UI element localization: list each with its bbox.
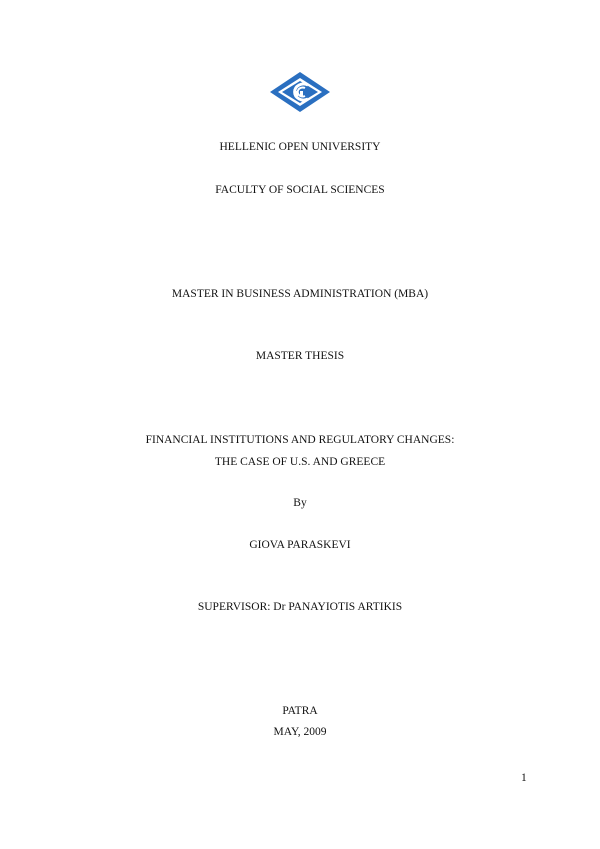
- author-name: GIOVA PARASKEVI: [249, 539, 351, 551]
- faculty-name: FACULTY OF SOCIAL SCIENCES: [215, 184, 385, 196]
- supervisor-line: SUPERVISOR: Dr PANAYIOTIS ARTIKIS: [197, 601, 403, 613]
- page-number: 1: [521, 772, 527, 784]
- university-logo-icon: [268, 70, 332, 114]
- date: MAY, 2009: [273, 726, 327, 738]
- by-label: By: [293, 497, 307, 509]
- thesis-title-line-1: FINANCIAL INSTITUTIONS AND REGULATORY CHANGES:: [145, 434, 455, 446]
- program-name: MASTER IN BUSINESS ADMINISTRATION (MBA): [171, 288, 429, 300]
- thesis-title-line-2: THE CASE OF U.S. AND GREECE: [214, 456, 386, 468]
- university-name: HELLENIC OPEN UNIVERSITY: [219, 141, 381, 153]
- city: PATRA: [282, 705, 318, 717]
- document-type: MASTER THESIS: [255, 350, 345, 362]
